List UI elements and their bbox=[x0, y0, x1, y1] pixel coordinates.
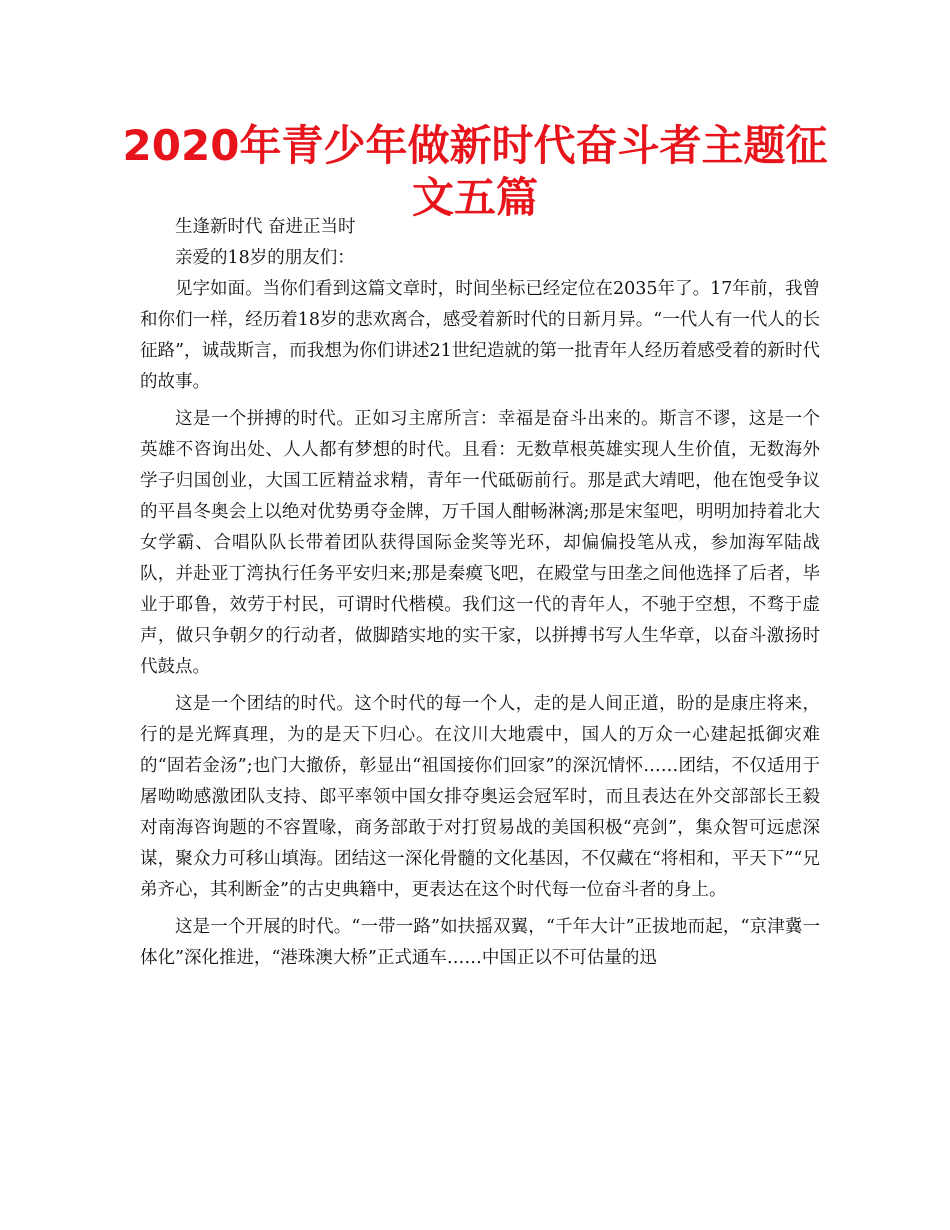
body-paragraph: 见字如面。当你们看到这篇文章时，时间坐标已经定位在2035年了。17年前，我曾和你们一样，经历着18岁的悲欢离合，感受着新时代的日新月异。“一代人有一代人的长征路”，诚哉斯言，而我想为你们讲述21世纪造就的第一批青年人经历着感受着的新时代的故事。 bbox=[140, 279, 820, 392]
body-paragraph: 这是一个拼搏的时代。正如习主席所言：幸福是奋斗出来的。斯言不谬，这是一个英雄不咨询出处、人人都有梦想的时代。且看：无数草根英雄实现人生价值，无数海外学子归国创业，大国工匠精益求精，青年一代砥砺前行。那是武大靖吧，他在饱受争议的平昌冬奥会上以绝对优势勇夺金牌，万千国人酣畅淋漓;那是宋玺吧，明明加持着北大女学霸、合唱队队长带着团队获得国际金奖等光环，却偏偏投笔从戎，参加海军陆战队，并赴亚丁湾执行任务平安归来;那是秦瘼飞吧，在殿堂与田垄之间他选择了后者，毕业于耶鲁，效劳于村民，可谓时代楷模。我们这一代的青年人，不驰于空想，不骛于虚声，做只争朝夕的行动者，做脚踏实地的实干家，以拼搏书写人生华章，以奋斗激扬时代鼓点。 bbox=[140, 409, 820, 677]
document-body bbox=[140, 212, 820, 974]
essay-subtitle: 生逢新时代 奋进正当时 bbox=[175, 217, 356, 237]
salutation: 亲爱的18岁的朋友们： bbox=[175, 248, 355, 268]
body-paragraph: 这是一个开展的时代。“一带一路”如扶摇双翼，“千年大计”正拔地而起，“京津冀一体化”深化推进，“港珠澳大桥”正式通车……中国正以不可估量的迅 bbox=[140, 917, 820, 968]
body-paragraph: 这是一个团结的时代。这个时代的每一个人，走的是人间正道，盼的是康庄将来，行的是光辉真理，为的是天下归心。在汶川大地震中，国人的万众一心建起抵御灾难的“固若金汤”;也门大撤侨，彰显出“祖国接你们回家”的深沉情怀……团结，不仅适用于屠呦呦感激团队支持、郎平率领中国女排夺奥运会冠军时，而且表达在外交部部长王毅对南海咨询题的不容置喙，商务部敢于对打贸易战的美国积极“亮剑”，集众智可远虑深谋，聚众力可移山填海。团结这一深化骨髓的文化基因，不仅藏在“将相和，平天下”“兄弟齐心，其利断金”的古史典籍中，更表达在这个时代每一位奋斗者的身上。 bbox=[140, 694, 820, 900]
document-title: 2020年青少年做新时代奋斗者主题征文五篇 bbox=[122, 121, 828, 222]
